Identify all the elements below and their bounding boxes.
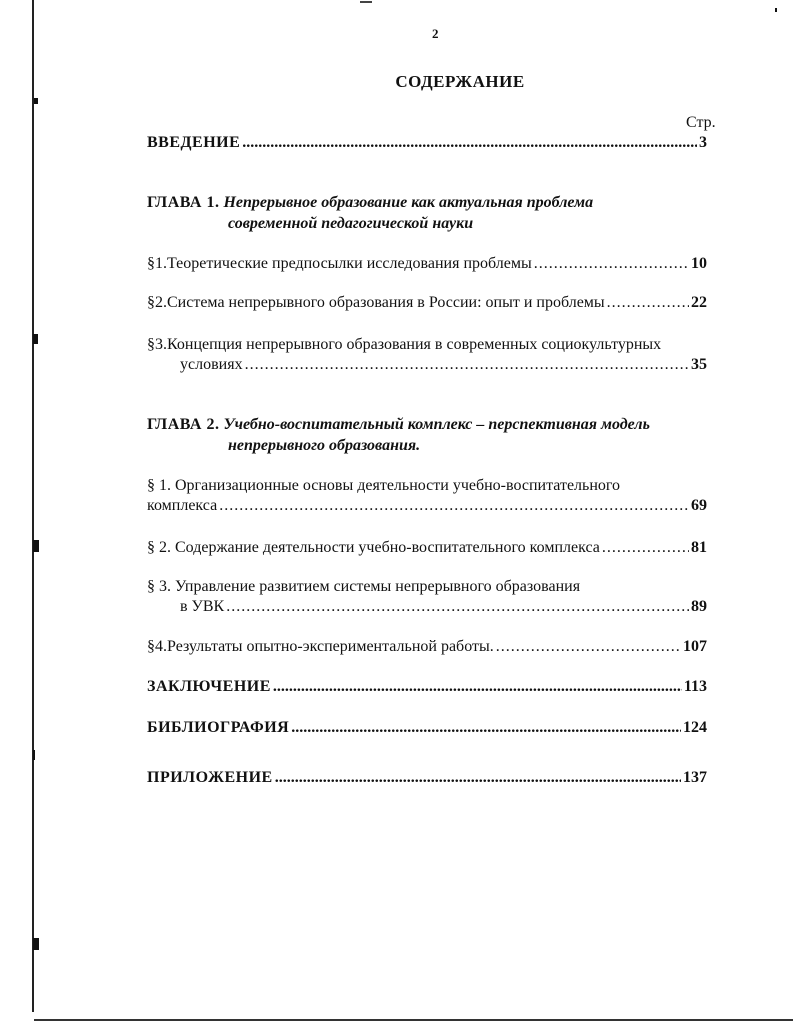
toc-section	[147, 497, 707, 515]
scan-speck	[33, 540, 39, 552]
leader-dots	[273, 678, 682, 696]
chapter2-title-line1: Учебно-воспитательный комплекс – перспективная модель	[223, 416, 650, 433]
toc-section-text: §4.Результаты опытно-экспериментальной работы.	[147, 638, 494, 655]
scan-speck	[775, 8, 777, 12]
toc-section-text-line2: условиях	[180, 356, 243, 373]
scan-speck	[33, 750, 35, 760]
toc-section-page: 81	[691, 539, 707, 556]
toc-bibliography-label: БИБЛИОГРАФИЯ	[147, 719, 290, 736]
leader-dots	[226, 598, 689, 616]
chapter1-label: ГЛАВА 1.	[147, 194, 220, 211]
toc-section	[147, 255, 707, 273]
scan-top-mark	[360, 1, 372, 3]
page-column-label: Стр.	[686, 114, 716, 131]
toc-bibliography-page: 124	[683, 719, 707, 736]
toc-appendix-page: 137	[683, 769, 707, 786]
scan-bottom-edge	[34, 1019, 793, 1021]
leader-dots	[275, 769, 681, 787]
toc-section-text-line1: § 1. Организационные основы деятельности учебно-воспитательного	[147, 477, 621, 494]
leader-dots	[219, 497, 689, 515]
toc-section-text: § 2. Содержание деятельности учебно-воспитательного комплекса	[147, 539, 600, 556]
toc-intro-page: 3	[699, 134, 707, 151]
toc-section-page: 22	[691, 294, 707, 311]
toc-conclusion	[147, 678, 707, 696]
toc-intro-label: ВВЕДЕНИЕ	[147, 134, 241, 151]
toc-section-page: 35	[691, 356, 707, 373]
toc-section-text-line2: в УВК	[180, 598, 225, 615]
toc-section	[180, 598, 707, 616]
toc-conclusion-label: ЗАКЛЮЧЕНИЕ	[147, 678, 271, 695]
leader-dots	[534, 255, 689, 273]
chapter1-title-line2: современной педагогической науки	[228, 215, 474, 232]
scan-speck	[33, 938, 39, 950]
toc-section-page: 89	[691, 598, 707, 615]
toc-section	[180, 356, 707, 374]
chapter1-title-line1: Непрерывное образование как актуальная проблема	[223, 194, 594, 211]
toc-section-page: 107	[683, 638, 707, 655]
toc-section	[147, 294, 707, 312]
toc-section-text-line2: комплекса	[147, 497, 218, 514]
toc-bibliography	[147, 719, 707, 737]
scan-speck	[33, 334, 38, 344]
toc-appendix-label: ПРИЛОЖЕНИЕ	[147, 769, 273, 786]
toc-section-page: 69	[691, 497, 707, 514]
toc-section	[147, 638, 707, 656]
leader-dots	[602, 539, 689, 557]
toc-section-text: §2.Система непрерывного образования в России: опыт и проблемы	[147, 294, 605, 311]
chapter2-label: ГЛАВА 2.	[147, 416, 220, 433]
toc-section	[147, 539, 707, 557]
page-title: СОДЕРЖАНИЕ	[395, 72, 525, 91]
toc-conclusion-page: 113	[683, 678, 707, 695]
leader-dots	[607, 294, 689, 312]
chapter1-heading	[147, 194, 593, 212]
scan-speck	[34, 98, 38, 104]
toc-section-text: §1.Теоретические предпосылки исследования проблемы	[147, 255, 532, 272]
page-number: 2	[432, 26, 439, 41]
toc-appendix	[147, 769, 707, 787]
leader-dots	[291, 719, 681, 737]
chapter2-title-line2: непрерывного образования.	[228, 437, 421, 454]
leader-dots	[496, 638, 681, 656]
leader-dots	[242, 134, 697, 152]
chapter2-heading	[147, 416, 650, 434]
toc-section-text-line1: § 3. Управление развитием системы непрерывного образования	[147, 578, 581, 595]
toc-section-text-line1: §3.Концепция непрерывного образования в современных социокультурных	[147, 336, 662, 353]
toc-intro	[147, 134, 707, 152]
toc-section-page: 10	[691, 255, 707, 272]
scan-left-edge	[32, 0, 34, 1012]
leader-dots	[245, 356, 689, 374]
